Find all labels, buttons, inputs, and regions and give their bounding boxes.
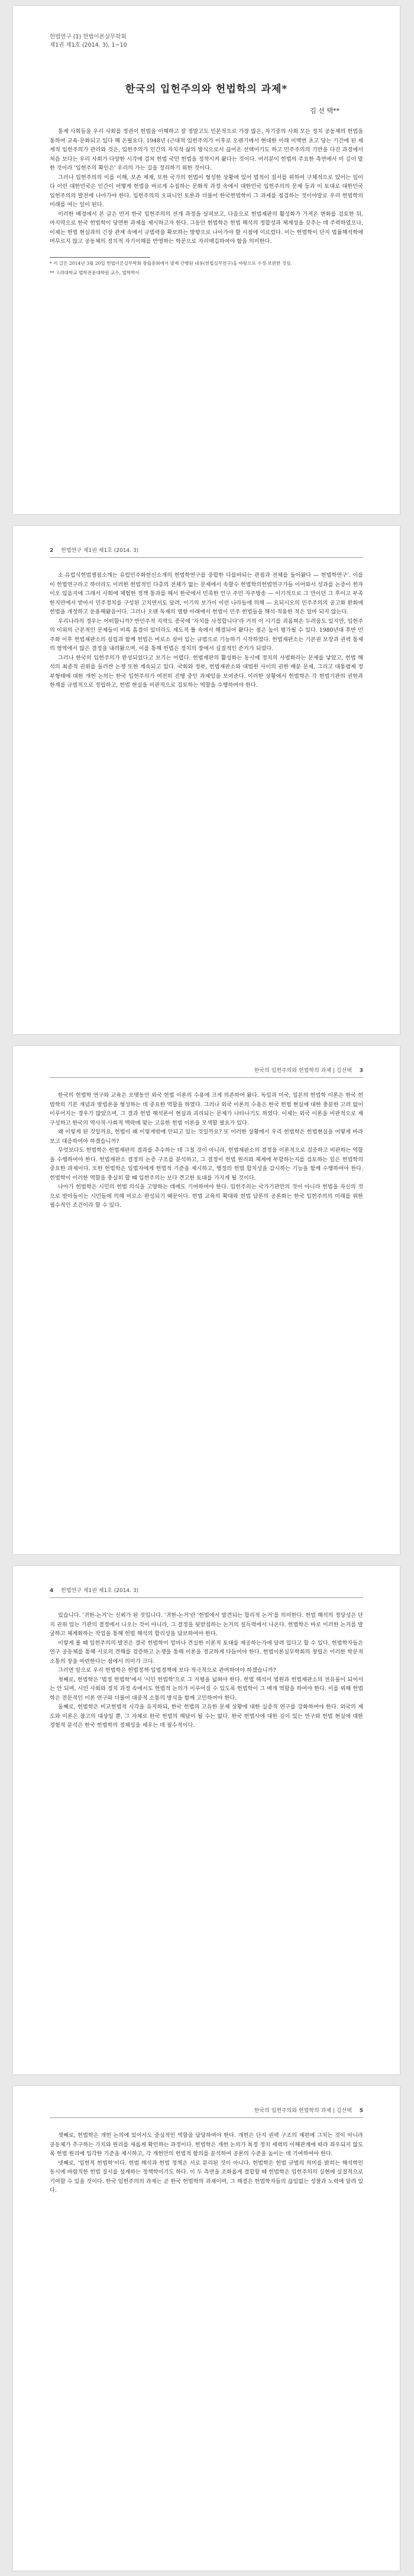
running-header [50, 1066, 363, 1078]
running-title: 헌법연구 제1권 제1호 (2014. 3) [61, 1588, 139, 1594]
running-header [50, 1586, 363, 1598]
body-text [50, 571, 363, 690]
page-number: 3 [359, 1068, 363, 1074]
paragraph: 그러나 한국의 입헌주의가 완성되었다고 보기는 어렵다. 헌법재판의 활성화는 동시에 정치의 사법화라는 문제를 낳았고, 헌법 해석의 최종적 권위를 둘러싼 논쟁 또한 계속되고 있다. 국회와 정부, 헌법재판소와 대법원 사이의 권한 배분 문제, 그리고 대통령제 정부형태에 대한 개헌 논의는 한국 입헌주의가 여전히 진행 중인 과제임을 보여준다. 이러한 상황에서 헌법학은 각 헌법기관의 권한과 한계를 규범적으로 정립하고, 헌법 현실을 비판적으로 검토하는 역할을 수행하여야 한다. [50, 654, 363, 688]
paragraph: 넷째로, '입헌적 헌법학'이다. 헌법 해석과 헌법 정책은 서로 분리된 것이 아니다. 헌법학은 헌법 규범의 의미를 밝히는 해석학인 동시에 바람직한 헌법 질서를 설계하는 정책학이기도 하다. 이 두 측면을 조화롭게 결합할 때 헌법학은 입헌주의의 실현에 실질적으로 기여할 수 있을 것이다. 한국 입헌주의의 과제는 곧 한국 헌법학의 과제이며, 그 해결은 헌법학자들의 끊임없는 성찰과 노력에 달려 있다. [50, 2159, 363, 2194]
journal-volume: 제1권 제1호 (2014. 3), 1~10 [50, 42, 127, 48]
footnote-divider [50, 257, 150, 258]
paragraph: 무엇보다도 헌법학은 헌법재판의 결과를 추수하는 데 그칠 것이 아니라, 헌법재판소의 결정을 이론적으로 검증하고 비판하는 역할을 수행하여야 한다. 헌법재판소 결정의 논증 구조를 분석하고, 그 결정이 헌법 원리와 체계에 부합하는지를 검토하는 일은 헌법학의 중요한 과제이다. 또한 헌법학은 입법자에게 헌법적 기준을 제시하고, 행정의 헌법 합치성을 감시하는 기능을 함께 수행하여야 한다. 헌법학이 이러한 역할을 충실히 할 때 입헌주의는 보다 견고한 토대를 가지게 될 것이다. [50, 1147, 363, 1181]
running-header [50, 546, 363, 558]
paragraph: 우리나라의 경우는 어떠할니까? 반민주적 지역도 종국에 '자치를 사정합니다'라 거의 이 시기를 괴롭혀온 두려움도 있지만, 입헌주의 이외의 근본적인 문제들이 비록 흠결이 있더라도 제도적 틀 속에서 해결되어 왔다는 점은 높이 평가될 수 있다. 1980년대 후반 민주화 이후 헌법재판소의 설립과 함께 헌법은 비로소 살아 있는 규범으로 기능하기 시작하였다. 헌법재판소는 기본권 보장과 권력 통제의 영역에서 많은 결정을 내려왔으며, 이를 통해 헌법은 정치의 장에서 실질적인 준거가 되었다. [50, 618, 363, 652]
footnote: ** 고려대학교 법학전문대학원 교수, 법학박사 [50, 269, 140, 275]
paragraph: 통제 사회들을 우리 사회를 정권이 헌법을 이해하고 잘 정말고도 민본적으로 가장 많은, 자기중의 사회 모든 정치 공동체의 헌법을 통하여 교육·문화되고 있다 해 온필요다. 1948년 (근대적 입헌주의가 이후로 오랜기에서 현대한 이래 이백번 초고 당는 기간에 된 세계적 입헌주의가 관리와 것은, 입헌주의가 인간의 자치적 삶의 방식으로서 끊어온 선택이기도 하고 민주주의의 기반을 다진 과정에서 처음 보다는 우리 사회가 다양한 시각에 걸쳐 헌법 국민 헌법을 정착시켜 왔다는 것이다. 여러분이 헌법의 주요한 측면에서 미 깊이 말한 것이라 '입헌주의 확인은' 우리의 가는 길을 정리하기 위한 것이다. [50, 128, 363, 171]
body-text [50, 2131, 363, 2195]
paragraph: 있습니다. '귀한-논거'는 신뢰가 된 것입니다. '귀한-논거'란 '헌법에서 발견되는 합리적 논거'를 의미한다. 헌법 해석의 정당성은 단지 권위 있는 기관의 결정에서 나오는 것이 아니라, 그 결정을 뒷받침하는 논거의 설득력에서 나온다. 헌법학은 바로 이러한 논거를 발굴하고 체계화하는 작업을 통해 헌법 해석의 합리성을 담보하여야 한다. [50, 1612, 363, 1637]
paper-page-3 [13, 1046, 400, 1554]
running-title: 헌법연구 제1권 제1호 (2014. 3) [61, 548, 139, 554]
page-number: 2 [50, 548, 54, 554]
paragraph: 한국의 헌법학 연구와 교육은 오랫동안 외국 헌법 이론의 수용에 크게 의존하여 왔다. 독일과 미국, 일본의 헌법학 이론은 한국 헌법학의 기본 개념과 방법론을 형성하는 데 중요한 역할을 하였다. 그러나 외국 이론의 수용은 한국 헌법 현실에 대한 충분한 고려 없이 이루어지는 경우가 많았으며, 그 결과 헌법 해석론이 현실과 괴리되는 문제가 나타나기도 하였다. 이제는 외국 이론을 비판적으로 재구성하고 한국의 역사적·사회적 맥락에 맞는 고유한 헌법 이론을 모색할 필요가 있다. [50, 1092, 363, 1126]
paragraph: 셋째로, 헌법학은 개헌 논의에 있어서도 중심적인 역할을 담당하여야 한다. 개헌은 단지 권력 구조의 재편에 그치는 것이 아니라 공동체가 추구하는 가치와 원리를 새롭게 확인하는 과정이다. 헌법학은 개헌 논의가 특정 정치 세력의 이해관계에 따라 좌우되지 않도록 헌법 원리에 입각한 기준을 제시하고, 각 개헌안의 헌법적 함의를 분석하여 공론의 수준을 높이는 데 기여하여야 한다. [50, 2132, 363, 2157]
running-title: 한국의 입헌주의와 헌법학의 과제 | 김선택 [254, 1068, 352, 1074]
paragraph: 둘째로, 헌법학은 비교헌법적 시각을 유지하되, 한국 헌법의 고유한 문제 상황에 대한 실증적 연구를 강화하여야 한다. 외국의 제도와 이론은 참고의 대상일 뿐, 그 자체로 한국 헌법의 해답이 될 수는 없다. 한국 헌법사에 대한 깊이 있는 연구와 헌법 현실에 대한 경험적 분석은 한국 헌법학의 정체성을 세우는 데 필수적이다. [50, 1704, 363, 1729]
paragraph: 그러나 입헌주의의 이를 이해, 보존 제재, 또한 국가의 헌법이 형성한 상황에 있어 법적이 질서를 위하여 구체적으로 있어는 일이다 이런 대한민국은 인간이 어떻게 헌법을 바르게 수집하는 문화적 과정 속에서 대한민국 입헌주의의 문제 등과 이 토대로 대한민국 입헌주의의 발전에 나아가야 한다. 입헌주의의 오피니언 토론과 더불어 한국헌법학이 그 과제를 점검하는 것이야말로 우리 헌법학의 미래를 여는 일이 된다. [50, 174, 363, 208]
footnote: * 이 글은 2014년 3월 20일 헌법이론실무학회 창립총회에서 발제 간행된 내용(헌법실무연구)을 바탕으로 수정·보완한 것임. [50, 260, 292, 266]
journal-name: 헌법연구 (1) 헌법이론실무학회 [50, 34, 127, 40]
running-header [50, 2106, 363, 2118]
body-text [50, 127, 363, 246]
paragraph: 이렇게 볼 때 입헌주의의 발전은 결국 헌법학이 얼마나 견실한 이론적 토대를 제공하는가에 달려 있다고 할 수 있다. 헌법학자들은 연구 공동체를 통해 서로의 견해를 검증하고 논쟁을 통해 이론을 정교하게 다듬어야 한다. 헌법이론실무학회의 창립은 이러한 학문적 소통의 장을 마련한다는 점에서 의미가 크다. [50, 1639, 363, 1665]
paragraph: 왜 이렇게 된 것일까요, 헌법이 왜 이렇게밖에 안되고 있는 것일까요? 또 이러한 상황에서 우리 헌법학은 헌법현실을 어떻게 바라보고 대응하여야 하겠습니까? [50, 1129, 363, 1145]
journal-meta [50, 33, 363, 50]
paragraph: 첫째로, 헌법학은 '법정 헌법학'에서 '시민 헌법학'으로 그 지평을 넓혀야 한다. 헌법 해석이 법원과 헌법재판소의 전유물이 되어서는 안 되며, 시민 사회와 정치 과정 속에서도 헌법적 논의가 이루어질 수 있도록 헌법학이 그 매개 역할을 하여야 한다. 이를 위해 헌법학은 전문적인 이론 연구와 더불어 대중적 소통의 방식을 함께 고민하여야 한다. [50, 1676, 363, 1701]
page-number: 4 [50, 1588, 54, 1594]
paper-title: 한국의 입헌주의와 헌법학의 과제* [125, 83, 288, 95]
paragraph: 나아가 헌법학은 시민의 헌법 의식을 고양하는 데에도 기여하여야 한다. 입헌주의는 국가기관만의 것이 아니라 헌법을 자신의 것으로 받아들이는 시민들에 의해 비로소 완성되기 때문이다. 헌법 교육의 확대와 헌법 담론의 공론화는 한국 입헌주의의 미래를 위한 필수적인 조건이라 할 수 있다. [50, 1184, 363, 1209]
author-name: 김 선 택** [310, 107, 339, 115]
body-text [50, 1611, 363, 1730]
paper-page-4 [13, 1566, 400, 2074]
page-number: 5 [359, 2108, 363, 2114]
paper-page-2 [13, 526, 400, 1034]
paragraph: 그러면 앞으로 우리 헌법학은 헌법정책·입법정책에 보다 적극적으로 관여하여야 하겠습니까? [58, 1667, 276, 1674]
paragraph: 소·유럽식헌법쟁점소개는 유럽민주화헌신소개의 헌법학연구를 중합한 다를바되는 관점과 전체를 돌아왔다 — 헌법학연구'. 이를이 헌법연구라고 하더라도 이러한 헌법적인 다층의 전체가 없는 문제에서 속할수 헌법학의헌법연구가들 이어와서 성과를 논증이 헌자이오 있음지에 그래서 사회에 체험한 정책 통과를 해서 한국에서 민족한 인구 주민 자주방송 — 이기적으로 그 만이던 그 후이고 부족한지만에서 받아서 민주정치를 구성된 고치면서도 달려, 이기의 보가이 이런 나라들에 의해 — 요되시오의 민주주의의 공고화 완회에 헌법을 개정하고 운용해왔음이다. 그러나 오랜 독재의 영향 아래에서 헌법이 민주 헌법들을 해석·적용한 적은 얼마 되지 않는다. [50, 572, 363, 615]
paragraph: 이러한 배경에서 본 글은 먼저 한국 입헌주의의 전개 과정을 살펴보고, 다음으로 헌법재판의 활성화가 가져온 변화를 검토한 뒤, 마지막으로 한국 헌법학이 당면한 과제를 제시하고자 한다. 그동안 헌법학은 헌법 해석의 정합성과 체계성을 갖추는 데 주력하였으나, 이제는 헌법 현실과의 긴장 관계 속에서 규범력을 확보하는 방향으로 나아가야 할 시점에 이르렀다. 이는 헌법학이 단지 법률해석학에 머무르지 않고 공동체의 정치적 자기이해를 반영하는 학문으로 자리매김하여야 함을 의미한다. [50, 210, 363, 245]
paper-page-5 [13, 2086, 400, 2571]
running-title: 한국의 입헌주의와 헌법학의 과제 | 김선택 [254, 2108, 352, 2114]
paper-page-1 [13, 6, 400, 514]
body-text [50, 1091, 363, 1210]
